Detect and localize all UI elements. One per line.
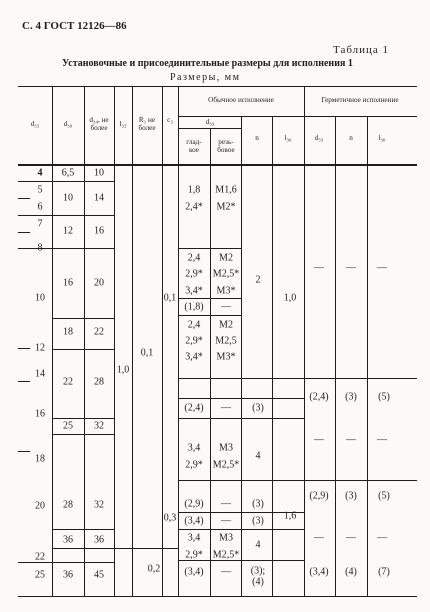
table-cell: 14	[94, 192, 104, 204]
table-cell-r: 0,1	[140, 347, 154, 359]
table-cell: (4)	[252, 576, 264, 588]
col-header-r: R₁ не более	[138, 116, 156, 132]
table-cell: (7)	[378, 566, 390, 578]
col-header-dbb2: d₃₃	[205, 118, 215, 126]
table-cell-c: 0,1	[163, 292, 177, 304]
table-cell: (3)	[345, 391, 357, 403]
table-cell: (3);	[250, 565, 266, 577]
table-cell: М3	[219, 532, 233, 544]
table-cell: 16	[35, 408, 45, 420]
table-cell: 2,9*	[185, 268, 203, 280]
table-cell: 12	[63, 225, 73, 237]
col-header-normal: Обычное исполнение	[208, 96, 274, 104]
table-cell: 20	[94, 277, 104, 289]
table-cell: (2,4)	[309, 391, 329, 403]
table-cell: (3)	[345, 490, 357, 502]
table-cell: —	[346, 262, 356, 274]
table-cell: 32	[94, 420, 104, 432]
table-cell: 2,4	[187, 319, 201, 331]
table-cell: 28	[63, 499, 73, 511]
table-cell: 10	[94, 167, 104, 179]
col-header-smooth: глад-кое	[186, 138, 202, 154]
table-cell: 7	[37, 218, 43, 230]
table-cell: (3)	[252, 515, 264, 527]
table-cell: 36	[94, 534, 104, 546]
col-header-lbo2: l₃₀	[378, 134, 386, 142]
table-cell: 3,4*	[185, 285, 203, 297]
table-cell: 45	[94, 569, 104, 581]
table-cell: (3,4)	[309, 566, 329, 578]
table-cell: 6,5	[61, 167, 75, 179]
table-label: Таблица 1	[333, 44, 390, 56]
table-cell: 12	[35, 342, 45, 354]
table-cell: —	[221, 301, 231, 313]
table-cell: 3,4*	[185, 351, 203, 363]
table-cell: (3,4)	[184, 566, 204, 578]
table-cell: (3)	[252, 402, 264, 414]
table-cell: (2,9)	[184, 498, 204, 510]
table-cell: —	[377, 434, 387, 446]
col-header-n2: n	[349, 134, 353, 142]
table-cell: 6	[37, 201, 43, 213]
table-cell: —	[314, 434, 324, 446]
table-cell: 25	[63, 420, 73, 432]
col-header-dbo: d₃₀	[63, 120, 73, 128]
table-cell: 20	[35, 500, 45, 512]
table-cell: 18	[35, 453, 45, 465]
col-header-c: c₃	[167, 116, 173, 124]
table-cell: —	[221, 515, 231, 527]
table-cell: (2,9)	[309, 490, 329, 502]
table-cell-lbo: 1,0	[283, 292, 297, 304]
table-cell: 2,9*	[185, 335, 203, 347]
table-cell: 22	[63, 376, 73, 388]
table-cell: 28	[94, 376, 104, 388]
table-cell: 25	[35, 569, 45, 581]
table-cell: М2	[219, 319, 233, 331]
table-cell: 32	[94, 499, 104, 511]
table-cell: (2,4)	[184, 402, 204, 414]
table-cell-lbo: 1,6	[283, 510, 297, 522]
table-cell: 36	[63, 569, 73, 581]
table-cell: (5)	[378, 391, 390, 403]
table-cell: 1,8	[187, 184, 201, 196]
table-cell: 36	[63, 534, 73, 546]
table-cell: 3,4	[187, 442, 201, 454]
page-header: С. 4 ГОСТ 12126—86	[22, 20, 127, 32]
table-cell: М1,6	[215, 184, 237, 196]
table-cell: 2,4*	[185, 201, 203, 213]
table-cell: 10	[35, 292, 45, 304]
col-header-dbx: d₃₄, не более	[89, 116, 109, 132]
table-cell: 14	[35, 368, 45, 380]
table-cell: М2*	[216, 201, 236, 213]
table-cell-lbb: 1,0	[116, 364, 130, 376]
table-cell: (3)	[252, 498, 264, 510]
table-cell: 3,4	[187, 532, 201, 544]
table-cell: (1,8)	[184, 301, 204, 313]
table-cell: 4	[255, 539, 261, 551]
table-cell: 18	[63, 326, 73, 338]
table-cell: —	[377, 532, 387, 544]
table-cell: М3*	[216, 285, 236, 297]
table-cell: —	[221, 566, 231, 578]
table-cell: М2,5*	[212, 268, 240, 280]
table-cell: 2,9*	[185, 459, 203, 471]
table-cell: 22	[94, 326, 104, 338]
table-cell: М2,5	[215, 335, 237, 347]
table-cell: 22	[35, 551, 45, 563]
col-header-lbb: l₃₃	[119, 120, 127, 128]
table-cell-r2: 0,2	[147, 563, 161, 575]
table-cell: —	[346, 434, 356, 446]
table-cell: 4	[255, 450, 261, 462]
table-cell-c: 0,3	[163, 512, 177, 524]
table-cell: М2	[219, 252, 233, 264]
table-cell: —	[314, 532, 324, 544]
col-header-dbb: d₃₃	[30, 120, 40, 128]
table-cell: —	[314, 262, 324, 274]
col-header-n: n	[255, 134, 259, 142]
col-header-threaded: резь-бовое	[217, 138, 235, 154]
col-header-lbo: l₃₀	[284, 134, 292, 142]
table-cell: 4	[37, 167, 43, 179]
table-cell: —	[221, 498, 231, 510]
table-cell: 2	[255, 274, 261, 286]
table-cell: 10	[63, 192, 73, 204]
col-header-dbb3: d₃₃	[314, 134, 324, 142]
table-cell: (3,4)	[184, 515, 204, 527]
table-cell: —	[346, 532, 356, 544]
table-cell: 2,9*	[185, 549, 203, 561]
table-cell: 2,4	[187, 252, 201, 264]
table-cell: —	[377, 262, 387, 274]
table-cell: 8	[37, 242, 43, 254]
table-title: Установочные и присоединительные размеры для исполнения 1	[62, 58, 353, 69]
table-cell: М2,5*	[212, 459, 240, 471]
table-cell: (4)	[345, 566, 357, 578]
table-cell: М3*	[216, 351, 236, 363]
col-header-sealed: Герметичное исполнение	[321, 96, 399, 104]
table-cell: М3	[219, 442, 233, 454]
table-cell: 16	[63, 277, 73, 289]
table-cell: 16	[94, 225, 104, 237]
table-cell: 5	[37, 184, 43, 196]
table-cell: —	[221, 402, 231, 414]
table-cell: (5)	[378, 490, 390, 502]
table-cell: М2,5*	[212, 549, 240, 561]
units-caption: Размеры, мм	[170, 72, 241, 83]
